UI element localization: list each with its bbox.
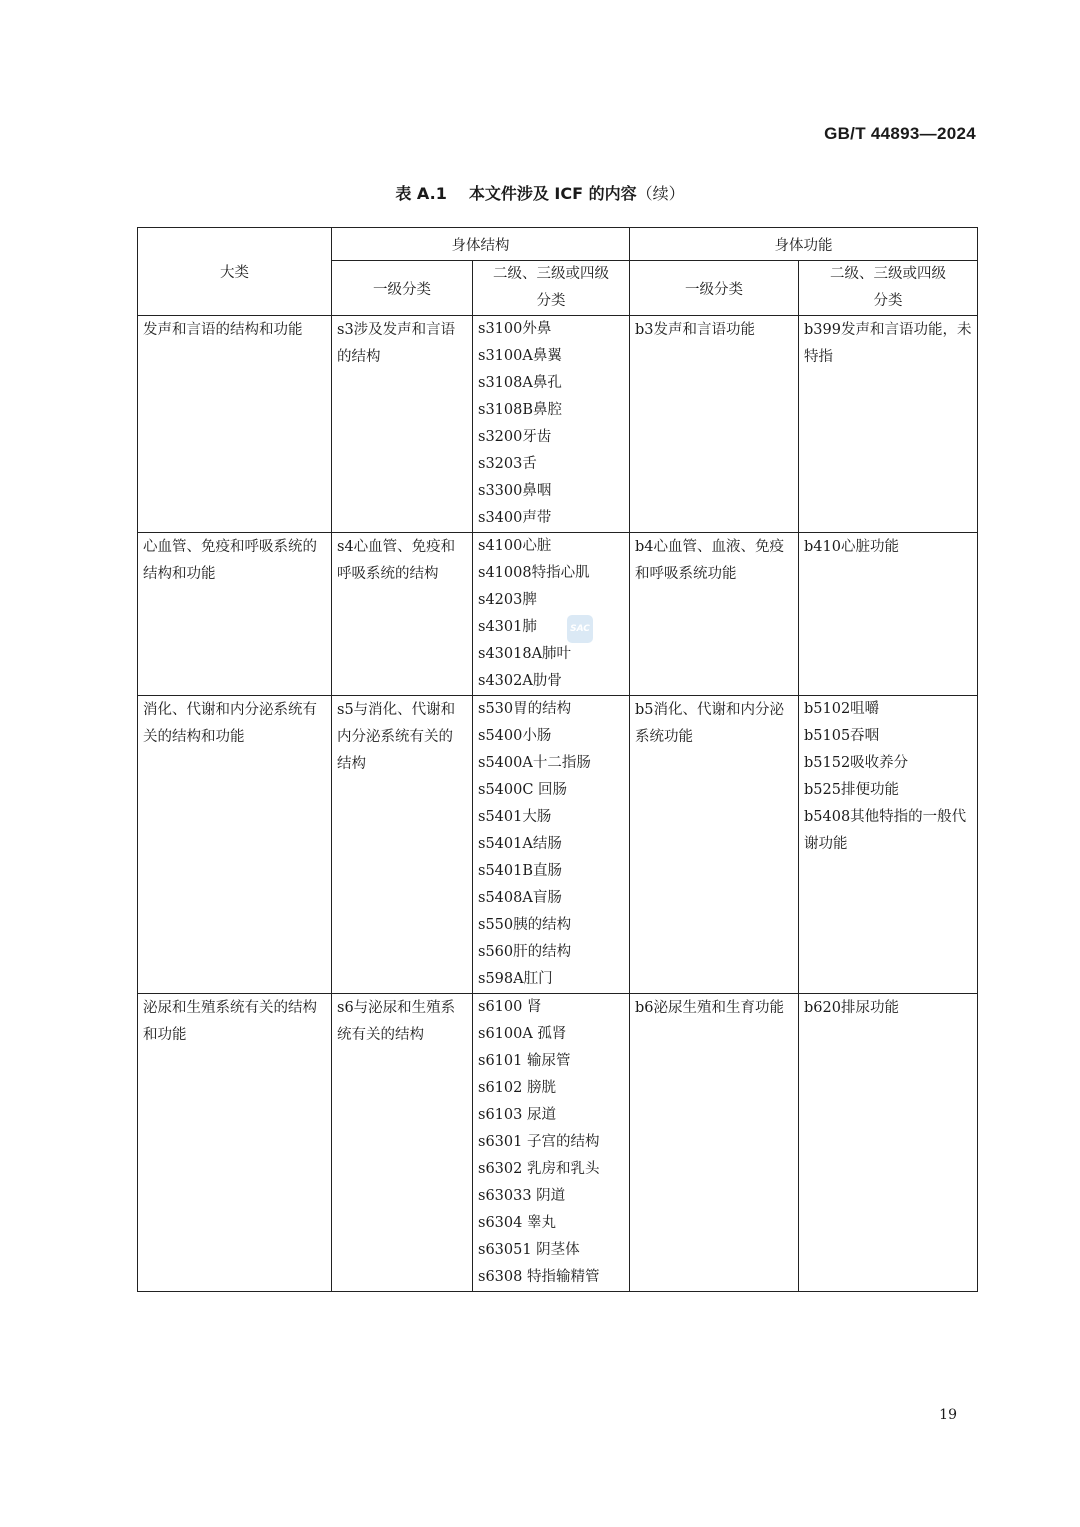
header-category: 大类 [138,228,332,316]
structure-item: s41008特指心肌 [478,565,590,581]
structure-item: s63051 阴茎体 [478,1242,580,1258]
icf-content-table [137,227,978,1292]
structure-item: s5401大肠 [478,809,552,825]
structure-item: s6301 子宫的结构 [478,1134,600,1150]
function-item: b399发声和言语功能，未特指 [804,322,972,365]
structure-item: s3200牙齿 [478,429,552,445]
structure-level1-cell: s3涉及发声和言语的结构 [332,316,473,533]
header-level2-line1: 二级、三级或四级 [493,266,609,282]
structure-level1-cell: s5与消化、代谢和内分泌系统有关的结构 [332,696,473,994]
structure-sub-cell [473,533,630,696]
function-level1-cell: b4心血管、血液、免疫和呼吸系统功能 [630,533,799,696]
structure-item: s6304 睾丸 [478,1215,556,1231]
structure-item: s3100A鼻翼 [478,348,562,364]
header-level2-line2: 分类 [873,293,903,309]
structure-item: s530胃的结构 [478,701,572,717]
function-item: b525排便功能 [804,782,899,798]
function-item: b620排尿功能 [804,1000,899,1016]
page-number: 19 [939,1407,957,1423]
function-level1-cell: b3发声和言语功能 [630,316,799,533]
structure-item: s6100A 孤肾 [478,1026,567,1042]
structure-sub-cell [473,994,630,1292]
structure-item: s3100外鼻 [478,321,552,337]
structure-item: s4301肺 [478,619,537,635]
table-row [138,316,978,533]
table-number: 表 A.1 [395,184,447,203]
table-row [138,533,978,696]
header-structure-level2 [473,261,630,316]
structure-item: s63033 阴道 [478,1188,566,1204]
header-function-level1: 一级分类 [630,261,799,316]
structure-item: s4302A肋骨 [478,673,562,689]
structure-item: s5401B直肠 [478,863,562,879]
category-cell: 发声和言语的结构和功能 [138,316,332,533]
structure-item: s4100心脏 [478,538,552,554]
structure-item: s6308 特指输精管 [478,1269,600,1285]
header-body-structure: 身体结构 [332,228,630,261]
table-row [138,994,978,1292]
table-caption: 本文件涉及 ICF 的内容 [468,184,637,203]
structure-item: s3108B鼻腔 [478,402,562,418]
structure-sub-cell [473,696,630,994]
function-level1-cell: b5消化、代谢和内分泌系统功能 [630,696,799,994]
function-item: b410心脏功能 [804,539,899,555]
header-function-level2 [799,261,978,316]
table-continued: （续） [636,184,685,203]
category-cell: 消化、代谢和内分泌系统有关的结构和功能 [138,696,332,994]
structure-item: s6100 肾 [478,999,542,1015]
function-item: b5102咀嚼 [804,701,880,717]
table-title [0,181,1080,204]
header-row-1 [138,228,978,261]
structure-item: s560肝的结构 [478,944,572,960]
function-level1-cell: b6泌尿生殖和生育功能 [630,994,799,1292]
structure-sub-cell [473,316,630,533]
structure-item: s43018A肺叶 [478,646,572,662]
standard-code: GB/T 44893—2024 [824,124,976,143]
structure-item: s5400A十二指肠 [478,755,591,771]
category-cell: 心血管、免疫和呼吸系统的结构和功能 [138,533,332,696]
category-cell: 泌尿和生殖系统有关的结构和功能 [138,994,332,1292]
structure-item: s3108A鼻孔 [478,375,562,391]
structure-item: s5400小肠 [478,728,552,744]
header-level2-line2: 分类 [536,293,566,309]
function-item: b5105吞咽 [804,728,880,744]
structure-item: s598A肛门 [478,971,553,987]
structure-item: s5408A盲肠 [478,890,562,906]
structure-item: s6101 输尿管 [478,1053,571,1069]
structure-item: s3203舌 [478,456,537,472]
function-item: b5152吸收养分 [804,755,909,771]
header-structure-level1: 一级分类 [332,261,473,316]
function-sub-cell [799,994,978,1292]
structure-item: s3400声带 [478,510,552,526]
structure-level1-cell: s6与泌尿和生殖系统有关的结构 [332,994,473,1292]
structure-level1-cell: s4心血管、免疫和呼吸系统的结构 [332,533,473,696]
header-body-function: 身体功能 [630,228,978,261]
structure-item: s550胰的结构 [478,917,572,933]
function-sub-cell [799,316,978,533]
structure-item: s4203脾 [478,592,537,608]
function-sub-cell [799,696,978,994]
structure-item: s5401A结肠 [478,836,562,852]
watermark-logo: SAC [567,615,593,643]
function-sub-cell [799,533,978,696]
header-level2-line1: 二级、三级或四级 [830,266,946,282]
structure-item: s5400C 回肠 [478,782,568,798]
table-row [138,696,978,994]
structure-item: s6302 乳房和乳头 [478,1161,600,1177]
structure-item: s3300鼻咽 [478,483,552,499]
structure-item: s6103 尿道 [478,1107,556,1123]
function-item: b5408其他特指的一般代谢功能 [804,809,967,852]
structure-item: s6102 膀胱 [478,1080,556,1096]
